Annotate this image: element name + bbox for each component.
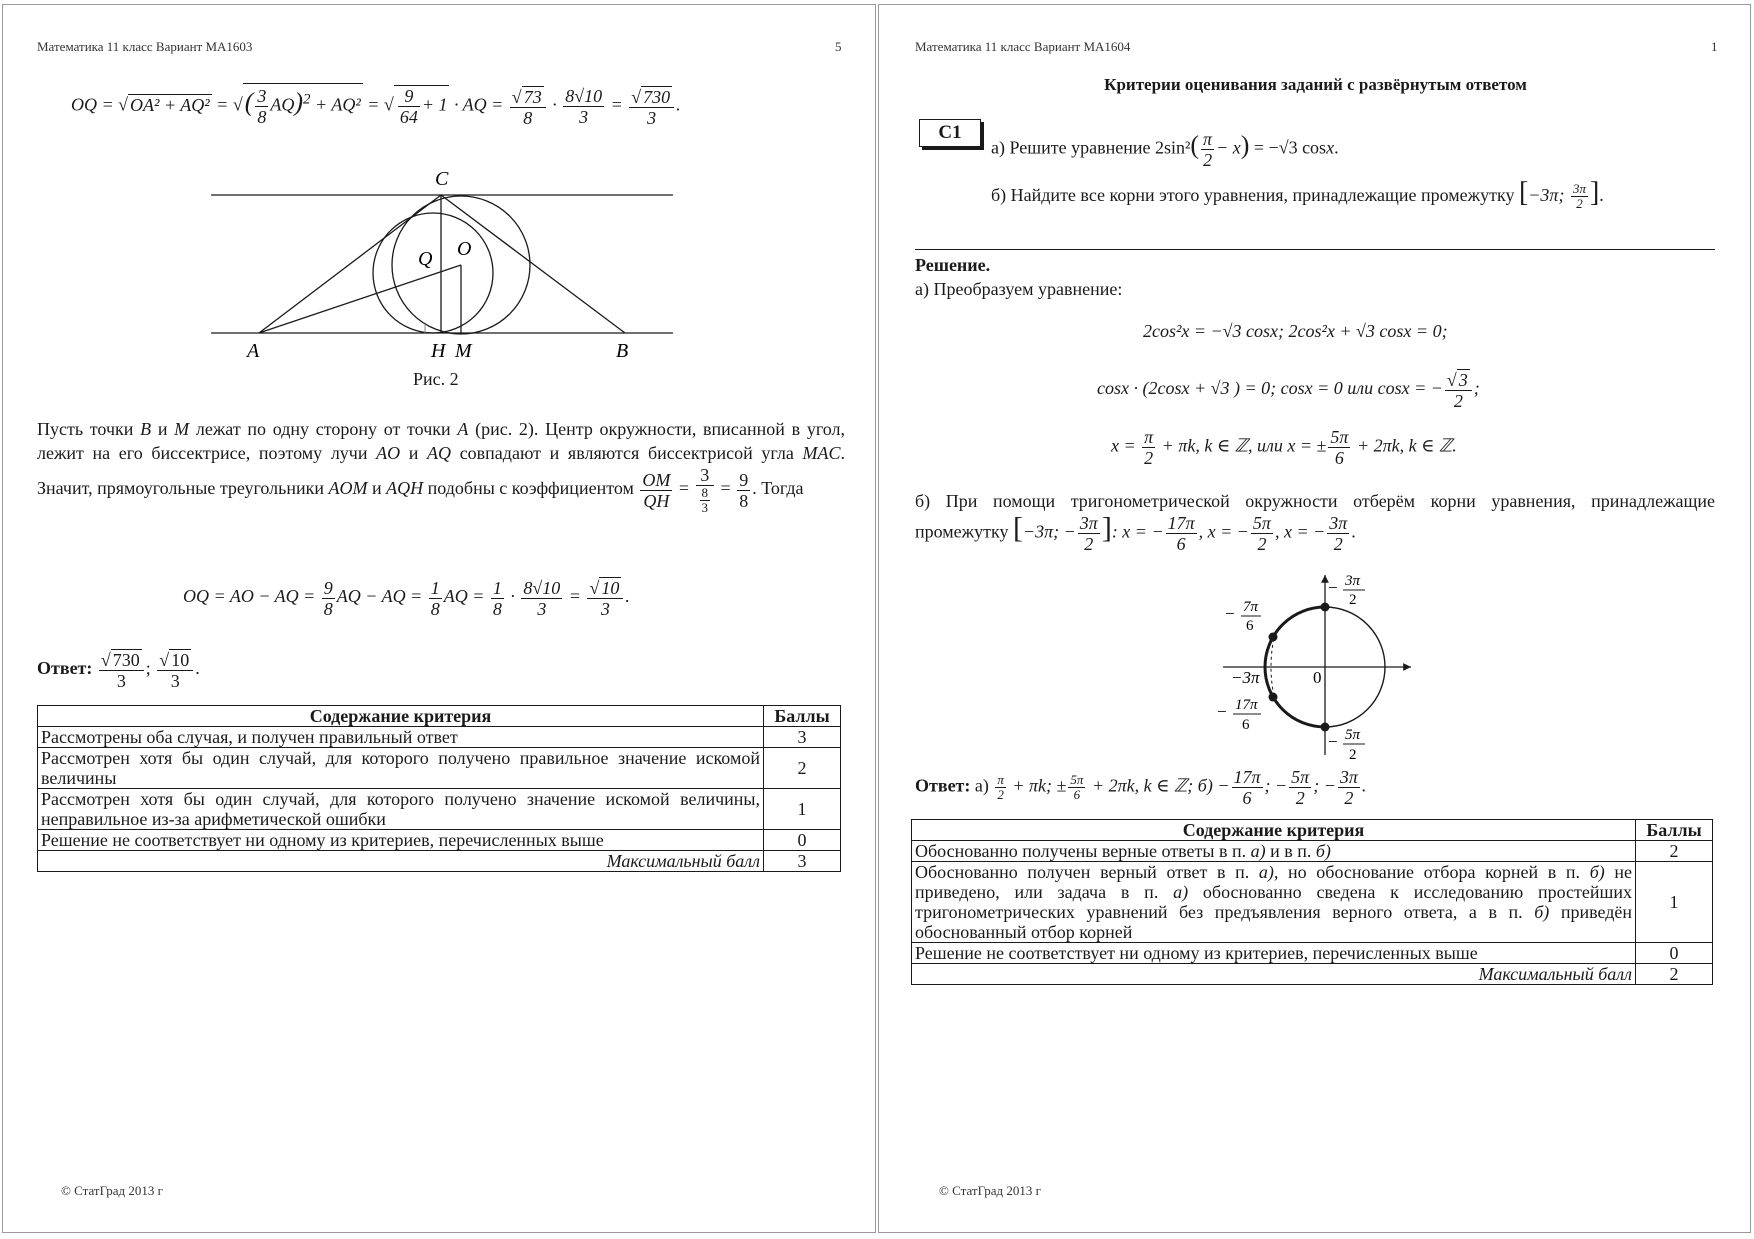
label-text: 7π (1243, 599, 1259, 615)
text: и (372, 478, 382, 499)
right-page-header: Математика 11 класс Вариант МА1604 (915, 39, 1131, 54)
text: . (1351, 521, 1356, 542)
label-text: 17π (1235, 697, 1258, 713)
points-cell: 0 (764, 830, 841, 851)
point-m-label: M (455, 340, 472, 362)
text: 2 (1338, 787, 1360, 808)
right-criteria-table (911, 819, 1713, 985)
text: 6 (1068, 787, 1085, 802)
formula-text: ; (145, 658, 151, 679)
text: AOM (328, 478, 368, 499)
left-page (2, 4, 876, 1233)
criterion-cell: Решение не соответствует ни одному из критериев, перечисленных выше (38, 830, 764, 851)
points-cell: 2 (764, 748, 841, 789)
text: − x (1216, 137, 1241, 158)
root-point (1321, 723, 1330, 732)
text: 6 (1232, 787, 1263, 808)
text: 2 (1142, 447, 1155, 468)
formula-text: AQ = (443, 586, 485, 607)
text: ; − (1264, 775, 1288, 796)
table-header-row (912, 820, 1713, 841)
text: 6 (1328, 447, 1350, 468)
label-text: 6 (1242, 717, 1250, 733)
formula-text: 10 (601, 578, 620, 598)
text: AO (376, 443, 401, 463)
text: 2 (1571, 196, 1588, 211)
table-row (912, 841, 1713, 862)
formula-text: AQ − AQ = (336, 586, 423, 607)
left-page-header: Математика 11 класс Вариант МА1603 (37, 39, 253, 54)
text: обоснованно сведена к исследованию простейших тригонометрических уравнений без предъявления верного ответа, а в п. (915, 882, 1633, 922)
left-footer: © СтатГрад 2013 г (61, 1183, 163, 1198)
formula-text: · AQ = (453, 94, 504, 115)
formula-text: OA² + AQ² (130, 94, 210, 115)
explanation-paragraph (37, 417, 845, 515)
points-cell: 2 (1636, 841, 1713, 862)
right-answer (915, 767, 1366, 808)
trig-circle-figure (1215, 569, 1445, 765)
table-row (912, 862, 1713, 943)
solution-eq-3 (1111, 427, 1457, 468)
table-row (912, 943, 1713, 964)
answer-label: Ответ: (37, 658, 93, 679)
label-text: 3π (1345, 573, 1361, 589)
formula-text: 9 (323, 577, 333, 598)
text: Обоснованно получен верный ответ в п. (915, 862, 1250, 882)
text: . Значит, прямоугольные треугольники (37, 443, 845, 499)
answer-label: Ответ: (915, 775, 971, 796)
formula-text: 8 (430, 598, 440, 619)
label-sign: − (1217, 702, 1227, 721)
formula-text: = (568, 586, 581, 607)
formula-text: 730 (643, 86, 671, 107)
text: 5π (1330, 427, 1349, 447)
right-page (878, 4, 1751, 1233)
text: но обоснование отбора корней в п. (1288, 862, 1581, 882)
root-point (1321, 603, 1330, 612)
text: , x = − (1198, 521, 1249, 542)
table-row (38, 789, 841, 830)
label-text: 6 (1246, 618, 1254, 634)
figure-caption: Рис. 2 (413, 369, 459, 389)
text: . (1599, 185, 1604, 205)
text: MAC (802, 443, 841, 463)
formula-text: + 1 (421, 94, 448, 115)
formula-text: 1 (430, 577, 440, 598)
formula-text: 3 (521, 598, 562, 619)
text: и (408, 443, 419, 463)
text: б) (1589, 862, 1605, 882)
formula-text: 64 (399, 107, 418, 127)
text: Пусть точки (37, 419, 134, 439)
text: 9 (739, 469, 749, 490)
text: A (457, 419, 469, 439)
label-text: 2 (1349, 747, 1357, 763)
formula-text: . (676, 94, 681, 115)
text: −3π; (1528, 185, 1565, 205)
right-page-number: 1 (1711, 39, 1718, 54)
text: AQH (386, 478, 424, 499)
text: а) Решите уравнение 2sin² (991, 137, 1191, 158)
label-sign: − (1328, 732, 1338, 751)
text: а), (1258, 862, 1279, 882)
text: 2 (1078, 533, 1100, 554)
text: Обоснованно получены верные ответы в п. (915, 841, 1247, 861)
text: −3π; − (1022, 521, 1076, 542)
formula-text: = (216, 94, 229, 115)
formula-text: 3 (629, 107, 674, 128)
formula-text: 3 (257, 86, 267, 106)
point-o-label: O (457, 238, 472, 260)
text: 3π (1339, 767, 1358, 787)
points-cell: 0 (1636, 943, 1713, 964)
task-part-b: б) Найдите все корни этого уравнения, принадлежащие промежутку [−3π; $\frac{3\pi}{2}$ ]. (991, 177, 1604, 212)
criterion-header: Содержание критерия (912, 820, 1636, 841)
text: подобны с коэффициентом (427, 478, 634, 499)
text: M (174, 419, 190, 439)
point-h-label: H (431, 340, 446, 362)
max-score-label: Максимальный балл (38, 851, 764, 872)
text: + πk, k ∈ ℤ, или x = ± (1161, 435, 1327, 456)
left-answer: Ответ: $\frac{√ 730}{3}$ ; $\frac{√ 10}{3}$ . (37, 650, 200, 691)
text: 3 (1458, 370, 1468, 390)
table-row (38, 830, 841, 851)
step-b-paragraph: б) При помощи тригонометрической окружности отберём корни уравнения, принадлежащие промежутку [−3π; − $\frac{3\pi}{2}$ ]: x = − $\frac{17\pi}{6}$ , x = − $\frac{5\pi}{2}$ , x = − $\frac{3\pi}{2}$ . (915, 491, 1715, 554)
text: б) Найдите все корни этого уравнения, принадлежащие промежутку (991, 185, 1515, 205)
text: 2 (1251, 533, 1273, 554)
text: π (1144, 427, 1154, 447)
formula-oq-2: OQ = AO − AQ = $\frac{9}{8}$ AQ − AQ = $\frac{1}{8}$ AQ = $\frac{1}{8}$ · $\frac{8√10}{3}$ = $\frac{√ 10}{3}$ . (183, 577, 630, 619)
formula-text: 10 (171, 650, 190, 670)
criterion-cell: Рассмотрен хотя бы один случай, для которого получено правильное значение искомой величины (38, 748, 764, 789)
text: x = (1111, 435, 1136, 456)
criterion-cell: Рассмотрены оба случая, и получен правильный ответ (38, 727, 764, 748)
step-a-label: а) Преобразуем уравнение: (915, 279, 1123, 299)
formula-text: 73 (523, 86, 542, 107)
text: + 2πk, k ∈ ℤ; б) − (1091, 775, 1230, 796)
text: б) (1534, 902, 1550, 922)
formula-text: . (195, 658, 200, 679)
formula-text: OQ = AO − AQ = (183, 586, 316, 607)
label-sign: − (1225, 604, 1235, 623)
criteria-title: Критерии оценивания заданий с развёрнутым ответом (1104, 75, 1527, 94)
text: 8 (701, 485, 709, 500)
text: совпадают и являются биссектрисой угла (459, 443, 794, 463)
table-header-row (38, 706, 841, 727)
text: + πk; ± (1012, 775, 1067, 796)
left-criteria-table (37, 705, 841, 872)
point-q-label: Q (418, 248, 433, 270)
solution-label: Решение. (915, 255, 991, 275)
root-point (1269, 693, 1278, 702)
text: б) (1315, 841, 1331, 861)
text: = (720, 478, 731, 499)
task-part-a: а) Решите уравнение 2sin²( $\frac{\pi}{2}$ − x) = −√3 cosx. (991, 129, 1339, 170)
points-header: Баллы (764, 706, 841, 727)
text: π (1203, 129, 1213, 149)
text: B (140, 419, 152, 439)
label-sign: − (1328, 578, 1338, 597)
text: ; − (1313, 775, 1336, 796)
left-page-number: 5 (835, 39, 842, 54)
text: и (157, 419, 168, 439)
text: . (1361, 775, 1367, 796)
max-score-label: Максимальный балл (912, 964, 1636, 985)
text: б) При помощи тригонометрической окружности отберём корни уравнения, принадлежащие промежутку (915, 491, 1715, 542)
text: 5π (1252, 513, 1271, 533)
text: = −√3 cos (1253, 137, 1327, 158)
text: 17π (1167, 513, 1195, 533)
text: : x = − (1111, 521, 1164, 542)
text: π (997, 772, 1004, 787)
max-score-value: 3 (764, 851, 841, 872)
formula-text: 8 (323, 598, 333, 619)
formula-text: OQ = (71, 94, 114, 115)
points-header: Баллы (1636, 820, 1713, 841)
table-max-row (912, 964, 1713, 985)
text: x (1326, 137, 1335, 158)
segment-cb (441, 195, 625, 333)
point-b-label: B (616, 340, 629, 362)
criterion-header: Содержание критерия (38, 706, 764, 727)
formula-text: 8 (510, 107, 546, 128)
task-badge-c1: C1 (919, 119, 981, 147)
formula-text: . (625, 586, 630, 607)
formula-text: = (610, 94, 623, 115)
formula-text: · (552, 94, 557, 115)
formula-text: 8√10 (523, 577, 561, 598)
formula-text: 8√10 (565, 86, 603, 106)
formula-oq-1: OQ = √ OA² + AQ² = √( $\frac{3}{8}$ AQ)$^2$ + AQ² = √ $\frac{9}{64}$ + 1 · AQ = $\frac{√ 73}{8}$ · $\frac{8√10}{3}$ = $\frac{√ 730}{3}$ . (71, 83, 681, 128)
formula-text: 9 (404, 86, 414, 106)
text: . Тогда (752, 478, 804, 499)
text: OM (642, 469, 671, 490)
segment-ao (259, 265, 461, 333)
label-text: 2 (1349, 592, 1357, 608)
criterion-cell: Рассмотрен хотя бы один случай, для которого получено значение искомой величины, неправильное из-за арифметической ошибки (38, 789, 764, 830)
text: приведён обоснованный отбор корней (915, 902, 1633, 942)
max-score-value: 2 (1636, 964, 1713, 985)
point-c-label: C (435, 168, 449, 190)
formula-text: 1 (492, 577, 502, 598)
solution-eq-1: 2cos²x = −√3 cosx; 2cos²x + √3 cosx = 0; (1143, 321, 1448, 341)
text: , x = − (1274, 521, 1326, 542)
text: 2 (1289, 787, 1311, 808)
text: 6 (1166, 533, 1197, 554)
label-text: 0 (1313, 668, 1322, 687)
text: cosx · (2cosx + √3 ) = 0; cosx = 0 или cosx = − (1097, 378, 1443, 399)
criterion-cell (912, 841, 1636, 862)
text: 3π (1572, 181, 1586, 197)
text: 5π (1070, 772, 1084, 787)
label-text: 5π (1345, 727, 1361, 743)
label-text: −3π (1231, 668, 1260, 687)
text: 3 (700, 465, 710, 485)
point-a-label: A (247, 340, 260, 362)
text: + 2πk, k ∈ ℤ. (1356, 435, 1457, 456)
text: 3π (1329, 513, 1348, 533)
text: . (1334, 137, 1339, 158)
formula-text: 3 (587, 598, 623, 619)
formula-text: + AQ² (315, 94, 361, 115)
text: не приведено, или задача в п. (915, 862, 1633, 902)
table-row (38, 727, 841, 748)
text: ; (1473, 378, 1480, 399)
formula-text: AQ (270, 94, 295, 115)
table-max-row (38, 851, 841, 872)
text: (рис. 2). Центр окружности, вписанной в угол, лежит на его биссектрисе, поэтому лучи (37, 419, 845, 463)
points-cell: 1 (764, 789, 841, 830)
text: QH (640, 490, 672, 511)
text: 2 (1327, 533, 1349, 554)
text: 17π (1233, 767, 1261, 787)
text: AQ (427, 443, 452, 463)
criterion-cell: Решение не соответствует ни одному из критериев, перечисленных выше (912, 943, 1636, 964)
text: а) (1173, 882, 1189, 902)
text: а) (974, 775, 989, 796)
text: = (678, 478, 690, 499)
text: 5π (1291, 767, 1310, 787)
formula-text: = (367, 94, 380, 115)
text: а) (1250, 841, 1266, 861)
solution-eq-2: cosx · (2cosx + √3 ) = 0; cosx = 0 или cosx = − $\frac{√ 3}{2}$ ; (1097, 370, 1480, 411)
text: лежат по одну сторону от точки (195, 419, 451, 439)
formula-text: 3 (563, 106, 604, 127)
text: 8 (739, 490, 749, 511)
criterion-cell (912, 862, 1636, 943)
points-cell: 3 (764, 727, 841, 748)
figure-2 (203, 163, 683, 363)
formula-text: 730 (112, 650, 140, 670)
points-cell: 1 (1636, 862, 1713, 943)
table-row (38, 748, 841, 789)
formula-text: 8 (257, 107, 267, 127)
text: 3 (701, 500, 709, 515)
text: и в п. (1270, 841, 1312, 861)
root-point (1269, 633, 1278, 642)
text: 2 (995, 787, 1006, 802)
text: 2 (1201, 149, 1214, 170)
formula-text: 3 (99, 670, 144, 691)
formula-text: 3 (157, 670, 193, 691)
formula-text: · (510, 586, 515, 607)
right-footer: © СтатГрад 2013 г (939, 1183, 1041, 1198)
formula-text: 8 (492, 598, 502, 619)
divider (915, 249, 1715, 250)
text: 3π (1079, 513, 1098, 533)
circle-q (373, 213, 493, 333)
text: 2 (1445, 390, 1472, 411)
